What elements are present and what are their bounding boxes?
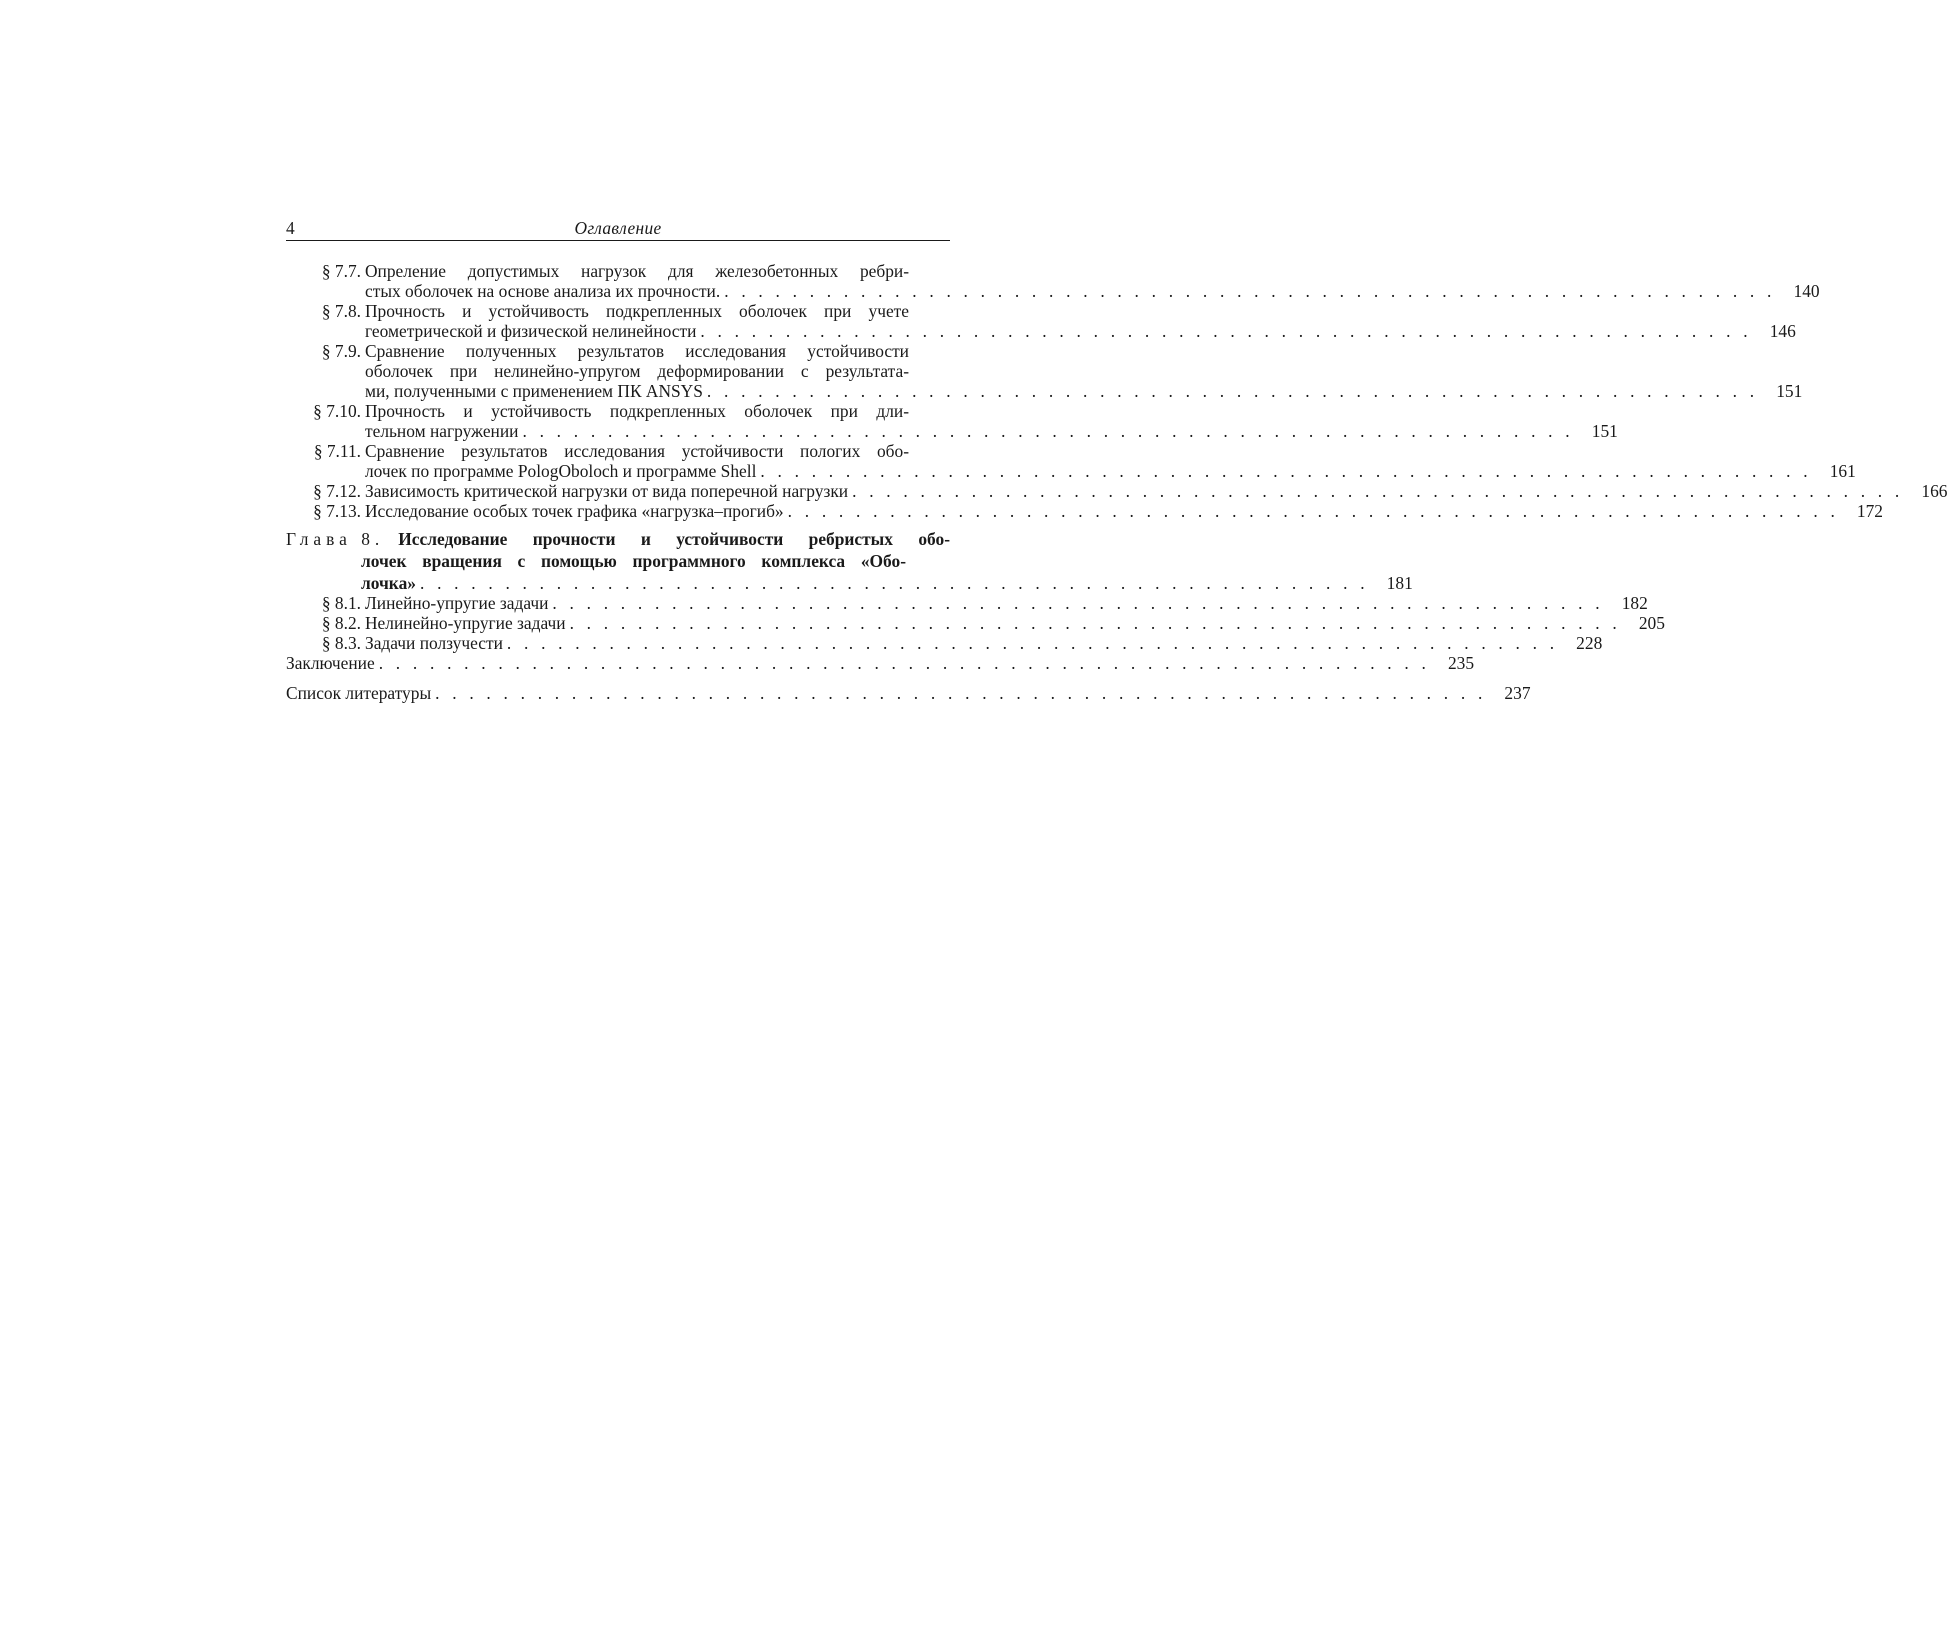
leader-dots: . . . . . . . . . . . . . . . . . . . . . . . . . . . . . . . . . . . . . . . . . . . . . . . . . . . . . . . . . . . . . . bbox=[435, 683, 1487, 703]
section-number: § 8.1. bbox=[321, 593, 361, 613]
toc-entry[interactable] bbox=[286, 501, 1883, 521]
entry-title-tail: Задачи ползучести bbox=[365, 633, 503, 653]
page-ref: 166 bbox=[1921, 481, 1947, 501]
entry-last-line bbox=[365, 481, 1947, 501]
page-ref: 151 bbox=[1776, 381, 1803, 401]
entry-title-tail: ми, полученными с применением ПК ANSYS bbox=[365, 381, 703, 401]
page-ref: 161 bbox=[1829, 461, 1856, 481]
entry-title-tail: Нелинейно-упругие задачи bbox=[365, 613, 566, 633]
entry-line: Прочность и устойчивость подкрепленных оболочек при учете bbox=[365, 301, 909, 321]
entry-line: оболочек при нелинейно-упругом деформировании с результата- bbox=[365, 361, 909, 381]
page-ref: 235 bbox=[1447, 653, 1475, 673]
chapter-title-line-2: лочек вращения с помощью программного комплекса «Обо- bbox=[361, 551, 906, 571]
toc-entry[interactable] bbox=[286, 633, 1603, 653]
toc-entry[interactable] bbox=[286, 401, 1618, 441]
entry-text bbox=[365, 613, 1665, 633]
conclusion-entry[interactable] bbox=[286, 653, 1475, 673]
entry-text bbox=[365, 341, 1803, 401]
entry-text bbox=[365, 261, 1820, 301]
entry-last-line bbox=[365, 501, 1883, 521]
toc-entry[interactable] bbox=[286, 441, 1856, 481]
chapter-8-entry[interactable] bbox=[286, 529, 1413, 593]
entry-text bbox=[365, 501, 1883, 521]
entry-title-tail: Линейно-упругие задачи bbox=[365, 593, 549, 613]
entry-last-line bbox=[365, 421, 1618, 441]
leader-dots: . . . . . . . . . . . . . . . . . . . . . . . . . . . . . . . . . . . . . . . . . . . . . . . . . . . . . . . . . . . . . . bbox=[378, 653, 1431, 673]
entry-title-tail: лочек по программе PologOboloch и программе Shell bbox=[365, 461, 757, 481]
entry-line: Опреление допустимых нагрузок для железобетонных ребри- bbox=[365, 261, 909, 281]
running-header bbox=[286, 214, 950, 241]
entry-text bbox=[365, 441, 1856, 481]
leader-dots: . . . . . . . . . . . . . . . . . . . . . . . . . . . . . . . . . . . . . . . . . . . . . . . . . . . . . . . . . . . . . . bbox=[852, 481, 1904, 501]
chapter-label: Глава 8. bbox=[286, 529, 385, 549]
leader-dots: . . . . . . . . . . . . . . . . . . . . . . . . . . . . . . . . . . . . . . . . . . . . . . . . . . . . . . . . . . . . . . bbox=[552, 593, 1604, 613]
section-number: § 7.9. bbox=[321, 341, 361, 361]
chapter-title-line-1: Исследование прочности и устойчивости ребристых обо- bbox=[398, 529, 950, 549]
entry-line: Сравнение полученных результатов исследования устойчивости bbox=[365, 341, 909, 361]
conclusion-title: Заключение bbox=[286, 653, 375, 673]
chapter-title-line-3: лочка» bbox=[361, 573, 416, 593]
section-number: § 7.11. bbox=[313, 441, 361, 461]
page-ref: 237 bbox=[1504, 683, 1531, 703]
leader-dots: . . . . . . . . . . . . . . . . . . . . . . . . . . . . . . . . . . . . . . . . . . . . . . . . . . . . . . . . . . . . . . bbox=[787, 501, 1839, 521]
page-number: 4 bbox=[286, 218, 295, 238]
section-number: § 8.2. bbox=[321, 613, 361, 633]
table-of-contents bbox=[286, 261, 1947, 703]
entry-text bbox=[365, 593, 1648, 613]
section-number: § 7.10. bbox=[313, 401, 361, 421]
leader-dots: . . . . . . . . . . . . . . . . . . . . . . . . . . . . . . . . . . . . . . . . . . . . . . . . . . . . . . . . . . . . . . bbox=[700, 321, 1752, 341]
section-number: § 7.12. bbox=[313, 481, 361, 501]
toc-entry[interactable] bbox=[286, 481, 1947, 501]
toc-entry[interactable] bbox=[286, 341, 1803, 401]
entry-title-tail: геометрической и физической нелинейности bbox=[365, 321, 697, 341]
section-number: § 8.3. bbox=[321, 633, 361, 653]
leader-dots: . . . . . . . . . . . . . . . . . . . . . . . . . . . . . . . . . . . . . . . . . . . . . . . . . . . . . . . . . . . . . . bbox=[760, 461, 1812, 481]
entry-last-line bbox=[365, 321, 1796, 341]
entry-title-tail: тельном нагружении bbox=[365, 421, 519, 441]
entry-text bbox=[365, 301, 1796, 341]
toc-entry[interactable] bbox=[286, 261, 1820, 301]
leader-dots: . . . . . . . . . . . . . . . . . . . . . . . . . . . . . . . . . . . . . . . . . . . . . . . . . . . . . . . . . . . . . . bbox=[522, 421, 1574, 441]
leader-dots: . . . . . . . . . . . . . . . . . . . . . . . . . . . . . . . . . . . . . . . . . . . . . . . . . . . . . . . . . . . . . . bbox=[724, 281, 1776, 301]
page-ref: 182 bbox=[1621, 593, 1648, 613]
leader-dots: . . . . . . . . . . . . . . . . . . . . . . . . . . . . . . . . . . . . . . . . . . . . . . . . . . . . . . . . . . . . . . bbox=[569, 613, 1621, 633]
references-entry[interactable] bbox=[286, 683, 1531, 703]
entry-last-line bbox=[365, 593, 1648, 613]
entry-line: Прочность и устойчивость подкрепленных оболочек при дли- bbox=[365, 401, 909, 421]
page-ref: 140 bbox=[1793, 281, 1820, 301]
entry-text bbox=[365, 401, 1618, 441]
leader-dots: . . . . . . . . . . . . . . . . . . . . . . . . . . . . . . . . . . . . . . . . . . . . . . . . . . . . . . . . . . . . . . bbox=[706, 381, 1759, 401]
section-number: § 7.7. bbox=[321, 261, 361, 281]
entry-last-line bbox=[365, 381, 1803, 401]
running-title: Оглавление bbox=[574, 218, 662, 238]
entry-title-tail: Исследование особых точек графика «нагрузка–прогиб» bbox=[365, 501, 784, 521]
entry-last-line bbox=[365, 633, 1603, 653]
entry-title-tail: Зависимость критической нагрузки от вида поперечной нагрузки bbox=[365, 481, 849, 501]
leader-dots: . . . . . . . . . . . . . . . . . . . . . . . . . . . . . . . . . . . . . . . . . . . . . . . . . . . . . . . . . . . . . . bbox=[506, 633, 1559, 653]
entry-title-tail: стых оболочек на основе анализа их прочности. bbox=[365, 281, 721, 301]
leader-dots: . . . . . . . . . . . . . . . . . . . . . . . . . . . . . . . . . . . . . . . . . . . . . . . . . . . . . . . . bbox=[419, 573, 1369, 593]
entry-text bbox=[365, 633, 1603, 653]
chapter-title-line-3-row bbox=[361, 573, 1413, 593]
entry-last-line bbox=[365, 613, 1665, 633]
page-ref: 181 bbox=[1386, 573, 1413, 593]
entry-line: Сравнение результатов исследования устойчивости пологих обо- bbox=[365, 441, 909, 461]
page-ref: 205 bbox=[1638, 613, 1665, 633]
entry-text bbox=[365, 481, 1947, 501]
entry-last-line bbox=[365, 461, 1856, 481]
toc-entry[interactable] bbox=[286, 613, 1665, 633]
toc-page bbox=[286, 214, 1947, 703]
page-ref: 146 bbox=[1769, 321, 1796, 341]
toc-entry[interactable] bbox=[286, 301, 1796, 341]
page-ref: 151 bbox=[1591, 421, 1618, 441]
section-number: § 7.8. bbox=[321, 301, 361, 321]
references-title: Список литературы bbox=[286, 683, 432, 703]
section-number: § 7.13. bbox=[313, 501, 361, 521]
toc-entry[interactable] bbox=[286, 593, 1648, 613]
page-ref: 172 bbox=[1856, 501, 1883, 521]
page-ref: 228 bbox=[1576, 633, 1603, 653]
entry-last-line bbox=[365, 281, 1820, 301]
